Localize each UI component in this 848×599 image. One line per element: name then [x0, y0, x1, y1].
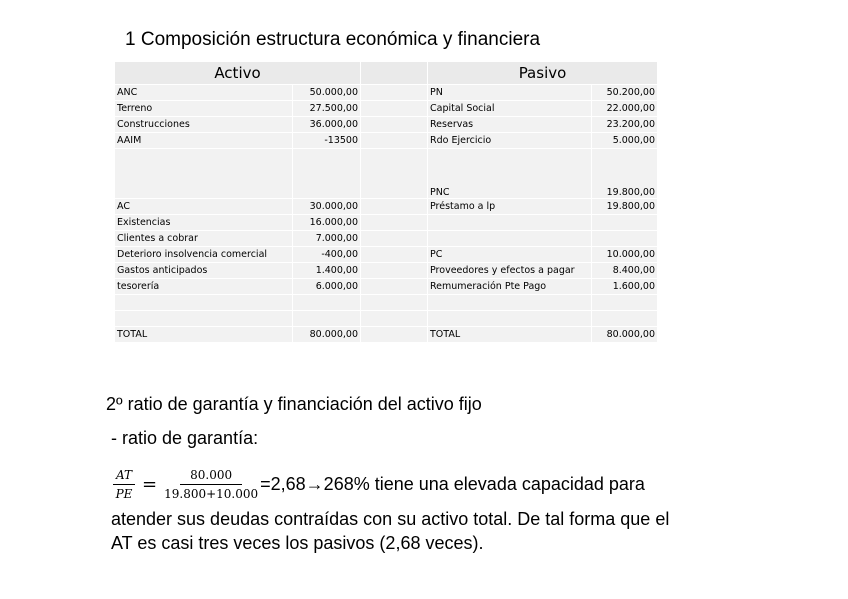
activo-value-cell: 30.000,00	[293, 199, 361, 215]
spacer-cell	[361, 117, 428, 133]
balance-row	[115, 263, 658, 279]
pasivo-value-cell: 8.400,00	[592, 263, 658, 279]
conclusion-line-2: atender sus deudas contraídas con su activo total. De tal forma que el	[111, 509, 670, 529]
rhs-numerator: 80.000	[180, 468, 242, 485]
activo-value-cell	[293, 295, 361, 311]
lhs-denominator: PE	[115, 487, 133, 501]
activo-label-cell: AC	[115, 199, 293, 215]
pasivo-value-cell: 5.000,00	[592, 133, 658, 149]
conclusion-line-3: AT es casi tres veces los pasivos (2,68 veces).	[111, 533, 484, 553]
spacer-cell	[361, 263, 428, 279]
activo-label-cell: Gastos anticipados	[115, 263, 293, 279]
pasivo-value-cell	[592, 295, 658, 311]
activo-label-cell	[115, 311, 293, 327]
balance-row	[115, 133, 658, 149]
pasivo-label-cell	[428, 311, 592, 327]
ratio-result-text: =2,68→268% tiene una elevada capacidad para	[260, 474, 645, 494]
spacer-cell	[361, 199, 428, 215]
activo-value-cell: -13500	[293, 133, 361, 149]
spacer-cell	[361, 101, 428, 117]
activo-header: Activo	[115, 62, 361, 85]
activo-value-cell: 16.000,00	[293, 215, 361, 231]
pasivo-value-cell: 23.200,00	[592, 117, 658, 133]
spacer-cell	[361, 295, 428, 311]
pasivo-value-cell: 1.600,00	[592, 279, 658, 295]
ratio-subtitle: - ratio de garantía:	[111, 428, 259, 448]
balance-row	[115, 149, 658, 199]
activo-value-cell: 6.000,00	[293, 279, 361, 295]
pasivo-label-cell	[428, 215, 592, 231]
activo-value-cell: -400,00	[293, 247, 361, 263]
balance-row	[115, 295, 658, 311]
spacer-cell	[361, 327, 428, 343]
spacer-cell	[361, 231, 428, 247]
pasivo-value-cell: 80.000,00	[592, 327, 658, 343]
rhs-fraction	[164, 468, 258, 501]
lhs-fraction	[113, 468, 135, 501]
balance-row	[115, 327, 658, 343]
activo-value-cell: 50.000,00	[293, 85, 361, 101]
balance-row	[115, 85, 658, 101]
ratio-formula	[111, 468, 645, 501]
pasivo-value-cell: 50.200,00	[592, 85, 658, 101]
pasivo-value-cell: 22.000,00	[592, 101, 658, 117]
activo-label-cell: tesorería	[115, 279, 293, 295]
pasivo-label-cell: Reservas	[428, 117, 592, 133]
pasivo-label-cell	[428, 295, 592, 311]
balance-row	[115, 311, 658, 327]
activo-label-cell: Construcciones	[115, 117, 293, 133]
pasivo-value-cell: 19.800,00	[592, 149, 658, 199]
balance-row	[115, 117, 658, 133]
balance-table	[114, 61, 658, 343]
activo-value-cell: 7.000,00	[293, 231, 361, 247]
section-1-title: 1 Composición estructura económica y financiera	[125, 29, 541, 50]
balance-row	[115, 199, 658, 215]
pasivo-value-cell	[592, 311, 658, 327]
activo-value-cell: 36.000,00	[293, 117, 361, 133]
pasivo-label-cell: Remumeración Pte Pago	[428, 279, 592, 295]
activo-label-cell: Deterioro insolvencia comercial	[115, 247, 293, 263]
activo-label-cell: Existencias	[115, 215, 293, 231]
activo-label-cell: AAIM	[115, 133, 293, 149]
pasivo-label-cell: PN	[428, 85, 592, 101]
activo-label-cell: Terreno	[115, 101, 293, 117]
activo-label-cell: Clientes a cobrar	[115, 231, 293, 247]
activo-value-cell: 27.500,00	[293, 101, 361, 117]
spacer-cell	[361, 247, 428, 263]
spacer-cell	[361, 62, 428, 85]
activo-value-cell: 80.000,00	[293, 327, 361, 343]
spacer-cell	[361, 311, 428, 327]
balance-row	[115, 101, 658, 117]
balance-row	[115, 279, 658, 295]
activo-label-cell: ANC	[115, 85, 293, 101]
pasivo-label-cell: Préstamo a lp	[428, 199, 592, 215]
pasivo-label-cell: Capital Social	[428, 101, 592, 117]
spacer-cell	[361, 279, 428, 295]
activo-value-cell: 1.400,00	[293, 263, 361, 279]
activo-label-cell	[115, 295, 293, 311]
spacer-cell	[361, 215, 428, 231]
pasivo-value-cell	[592, 215, 658, 231]
balance-row	[115, 231, 658, 247]
pasivo-label-cell: PNC	[428, 149, 592, 199]
balance-header-row	[115, 62, 658, 85]
spacer-cell	[361, 149, 428, 199]
pasivo-label-cell: Proveedores y efectos a pagar	[428, 263, 592, 279]
pasivo-label-cell: Rdo Ejercicio	[428, 133, 592, 149]
equals-sign: =	[142, 474, 158, 495]
activo-value-cell	[293, 311, 361, 327]
spacer-cell	[361, 85, 428, 101]
activo-label-cell	[115, 149, 293, 199]
pasivo-label-cell	[428, 231, 592, 247]
balance-row	[115, 215, 658, 231]
pasivo-header: Pasivo	[428, 62, 658, 85]
rhs-denominator: 19.800+10.000	[164, 487, 259, 501]
spacer-cell	[361, 133, 428, 149]
section-2-title: 2º ratio de garantía y financiación del activo fijo	[106, 394, 482, 414]
pasivo-value-cell: 10.000,00	[592, 247, 658, 263]
activo-label-cell: TOTAL	[115, 327, 293, 343]
lhs-numerator: AT	[113, 468, 135, 485]
balance-row	[115, 247, 658, 263]
pasivo-value-cell	[592, 231, 658, 247]
pasivo-value-cell: 19.800,00	[592, 199, 658, 215]
activo-value-cell	[293, 149, 361, 199]
pasivo-label-cell: PC	[428, 247, 592, 263]
pasivo-label-cell: TOTAL	[428, 327, 592, 343]
